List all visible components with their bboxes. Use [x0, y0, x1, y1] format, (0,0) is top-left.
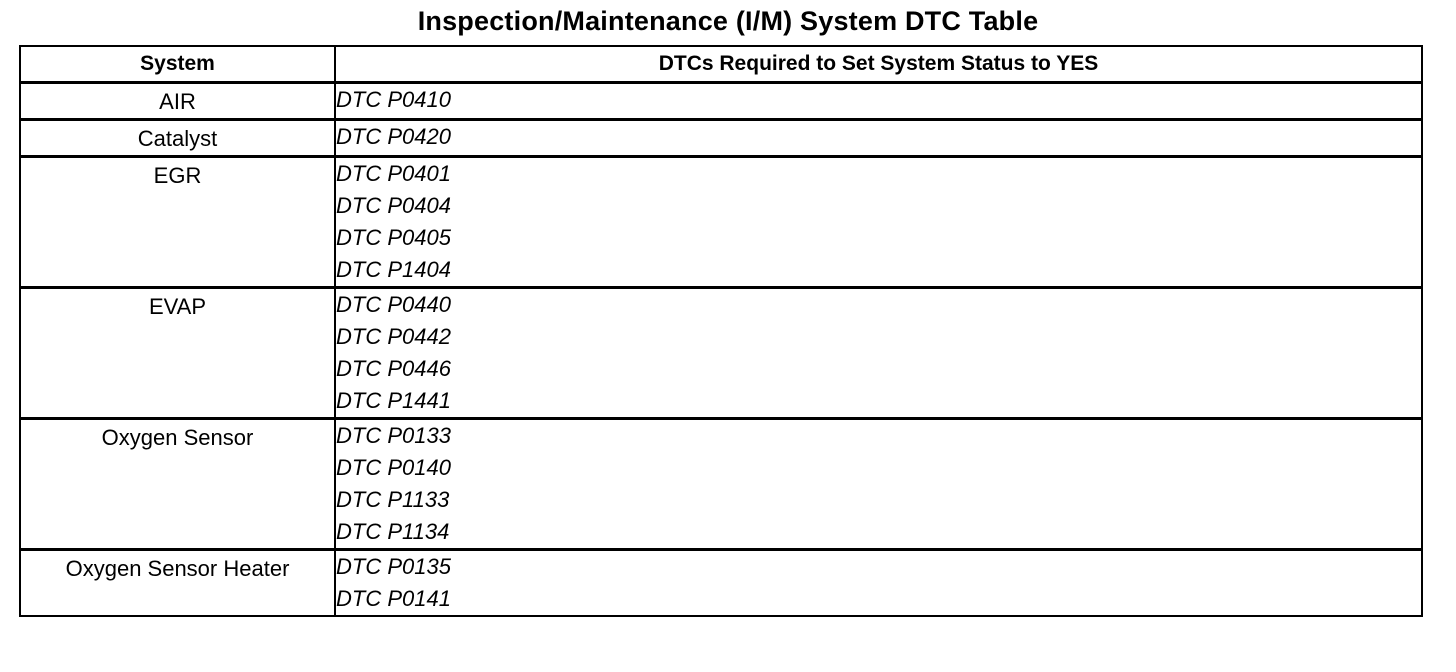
- dtc-code: DTC P1404: [336, 257, 451, 282]
- dtc-code: DTC P1134: [336, 519, 450, 544]
- system-name: Catalyst: [137, 126, 218, 151]
- dtc-code: DTC P0446: [336, 356, 451, 381]
- dtc-code: DTC P0133: [336, 423, 451, 448]
- system-cell: [20, 157, 335, 288]
- table-row: [20, 120, 1422, 157]
- system-cell: [20, 120, 335, 157]
- system-cell: [20, 83, 335, 120]
- dtc-cell: [335, 120, 1422, 157]
- table-row: [20, 83, 1422, 120]
- header-system: System: [20, 46, 335, 83]
- table-header-row: [20, 46, 1422, 83]
- dtc-code: DTC P1441: [336, 388, 451, 413]
- dtc-code: DTC P0401: [336, 161, 451, 186]
- dtc-cell: [335, 419, 1422, 550]
- dtc-cell: [335, 157, 1422, 288]
- table-row: [20, 419, 1422, 550]
- dtc-code: DTC P0442: [336, 324, 451, 349]
- system-name: Oxygen Sensor: [101, 425, 254, 450]
- table-row: [20, 157, 1422, 288]
- system-cell: [20, 550, 335, 617]
- dtc-code: DTC P0405: [336, 225, 451, 250]
- header-dtcs: DTCs Required to Set System Status to YES: [335, 46, 1422, 83]
- dtc-code: DTC P1133: [336, 487, 450, 512]
- dtc-code: DTC P0404: [336, 193, 451, 218]
- dtc-code: DTC P0410: [336, 87, 451, 112]
- dtc-table: [19, 45, 1423, 617]
- system-name: AIR: [159, 89, 196, 114]
- table-row: [20, 288, 1422, 419]
- dtc-cell: [335, 288, 1422, 419]
- table-row: [20, 550, 1422, 617]
- system-cell: [20, 419, 335, 550]
- system-name: Oxygen Sensor Heater: [65, 556, 290, 581]
- dtc-cell: [335, 83, 1422, 120]
- page-title: Inspection/Maintenance (I/M) System DTC Table: [417, 6, 1039, 36]
- dtc-code: DTC P0420: [336, 124, 451, 149]
- dtc-code: DTC P0135: [336, 554, 451, 579]
- system-name: EGR: [153, 163, 202, 188]
- system-name: EVAP: [148, 294, 207, 319]
- dtc-cell: [335, 550, 1422, 617]
- dtc-code: DTC P0440: [336, 292, 451, 317]
- dtc-code: DTC P0140: [336, 455, 451, 480]
- dtc-code: DTC P0141: [336, 586, 451, 611]
- system-cell: [20, 288, 335, 419]
